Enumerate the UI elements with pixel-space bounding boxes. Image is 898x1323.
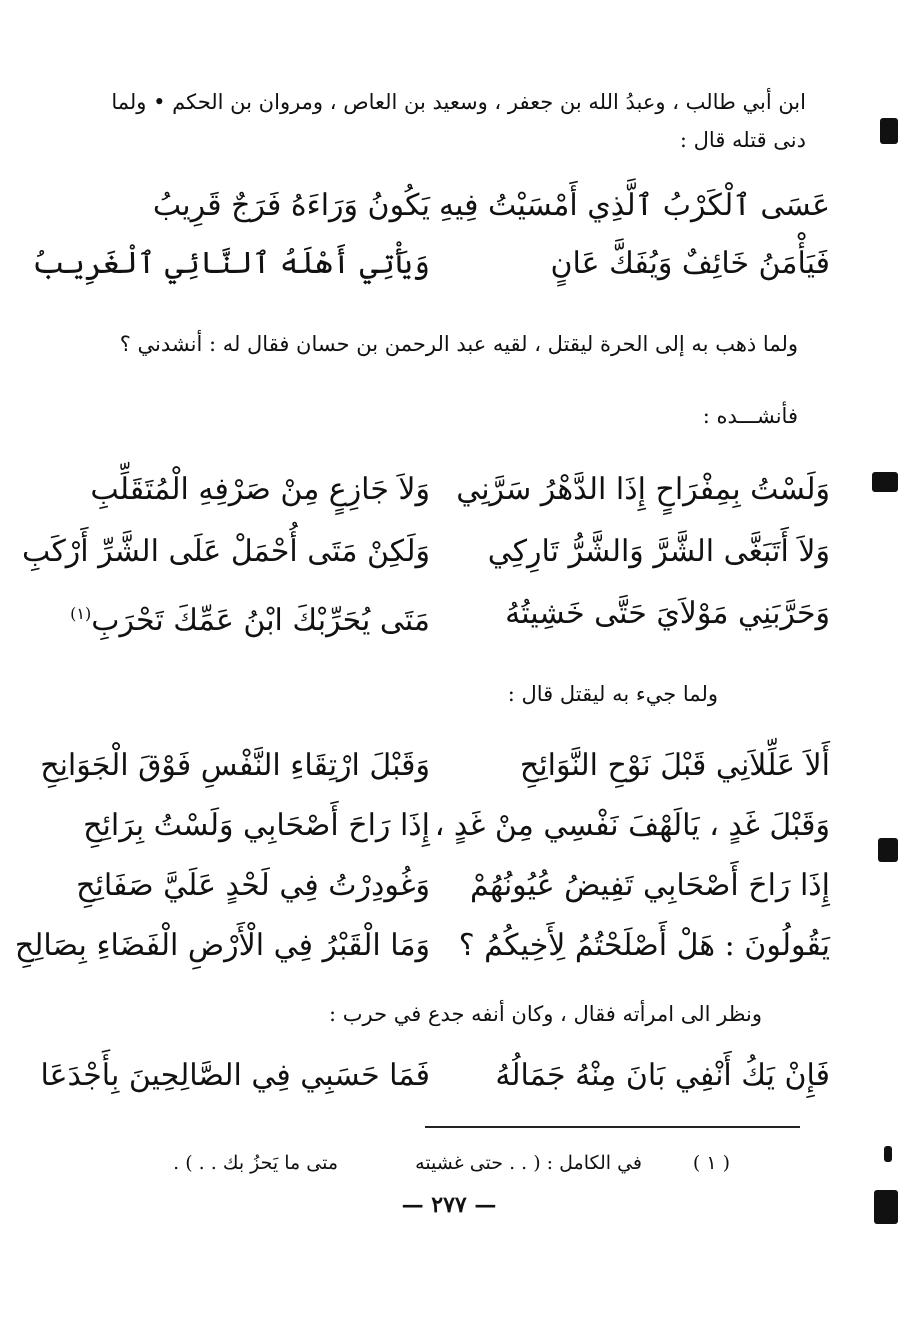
scan-mark — [874, 1190, 898, 1224]
hemistich-first: أَلاَ عَلِّلاَنِي قَبْلَ نَوْحِ النَّوَائِحِ — [519, 748, 830, 783]
footnote-divider — [425, 1126, 800, 1128]
paragraph-wife: ونظر الى امرأته فقال ، وكان أنفه جدع في حرب : — [328, 1002, 762, 1026]
poem3-verse-1 — [40, 738, 830, 794]
hemistich-second: وَيَأْتِي أَهْلَهُ ٱلنَّائِي ٱلْغَرِيبُ — [32, 246, 430, 281]
scan-mark — [880, 118, 898, 144]
footnote-marker: (١) — [70, 604, 92, 623]
hemistich-first: فَيَأْمَنُ خَائِفٌ وَيُفَكَّ عَانٍ — [550, 246, 830, 281]
hemistich-second: وَغُودِرْتُ فِي لَحْدٍ عَلَيَّ صَفَائِحِ — [76, 868, 430, 903]
scan-mark — [872, 472, 898, 492]
poem2-verse-1 — [70, 462, 830, 518]
hemistich-second: وَمَا الْقَبْرُ فِي الْأَرْضِ الْفَضَاءِ بِصَالِحِ — [14, 928, 430, 963]
hemistich-first: وَقَبْلَ غَدٍ ، يَالَهْفَ نَفْسِي مِنْ غَدٍ ، — [434, 808, 830, 843]
paragraph-recited: فأنشـــده : — [702, 404, 798, 428]
hemistich-second: وَقَبْلَ ارْتِقَاءِ النَّفْسِ فَوْقَ الْجَوَانِحِ — [40, 748, 430, 783]
scan-mark — [878, 838, 898, 862]
footnote-text-2: متى ما يَحزُ بك . . ) . — [173, 1152, 338, 1174]
hemistich-second: وَلاَ جَازِعٍ مِنْ صَرْفِهِ الْمُتَقَلِّبِ — [90, 472, 430, 507]
footnote-text: في الكامل : ( . . حتى غشيته — [415, 1152, 642, 1174]
hemistich-second: يَكُونُ وَرَاءَهُ فَرَجٌ قَرِيبُ — [152, 188, 430, 223]
page-number: — ٢٧٧ — — [401, 1192, 497, 1218]
hemistich-first: إِذَا رَاحَ أَصْحَابِي تَفِيضُ عُيُونُهُمْ — [470, 868, 830, 903]
hemistich-first: وَلاَ أَتَبَغَّى الشَّرَّ وَالشَّرُّ تَارِكِي — [487, 534, 830, 569]
verse-text: مَتَى يُحَرِّبْكَ ابْنُ عَمِّكَ تَحْرَبِ — [91, 603, 430, 638]
intro-line-1: ابن أبي طالب ، وعبدُ الله بن جعفر ، وسعيد بن العاص ، ومروان بن الحكم • ولما — [111, 90, 806, 114]
hemistich-first: وَحَرَّبَنِي مَوْلاَيَ حَتَّى خَشِيتُهُ — [505, 596, 830, 631]
hemistich-second — [70, 586, 430, 649]
poem2-verse-3 — [70, 586, 830, 642]
poem4-verse-1 — [40, 1048, 830, 1104]
poem3-verse-3 — [70, 858, 830, 914]
hemistich-first: عَسَى ٱلْكَرْبُ ٱلَّذِي أَمْسَيْتُ فِيهِ — [439, 188, 830, 223]
footnote-number: ( ١ ) — [692, 1152, 730, 1174]
hemistich-second: فَمَا حَسَبِي فِي الصَّالِحِينَ بِأَجْدَعَا — [40, 1058, 430, 1093]
poem3-verse-4 — [14, 918, 830, 974]
hemistich-second: إِذَا رَاحَ أَصْحَابِي وَلَسْتُ بِرَائِحِ — [83, 808, 430, 843]
paragraph-before-killing: ولما جيء به ليقتل قال : — [507, 682, 718, 706]
poem2-verse-2 — [22, 524, 830, 580]
poem3-verse-2 — [70, 798, 830, 854]
hemistich-first: يَقُولُونَ : هَلْ أَصْلَحْتُمُ لِأَخِيكُمُ ؟ — [458, 928, 830, 963]
paragraph-hurra: ولما ذهب به إلى الحرة ليقتل ، لقيه عبد الرحمن بن حسان فقال له : أنشدني ؟ — [119, 332, 798, 356]
poem1-verse-1 — [70, 178, 830, 234]
hemistich-first: فَإِنْ يَكُ أَنْفِي بَانَ مِنْهُ جَمَالُهُ — [495, 1058, 830, 1093]
scan-mark — [884, 1146, 892, 1162]
poem1-verse-2 — [32, 236, 830, 292]
hemistich-second: وَلَكِنْ مَتَى أُحْمَلْ عَلَى الشَّرِّ أَرْكَبِ — [22, 534, 430, 569]
intro-line-2: دنى قتله قال : — [679, 128, 806, 152]
hemistich-first: وَلَسْتُ بِمِفْرَاحٍ إِذَا الدَّهْرُ سَرَّنِي — [456, 472, 830, 507]
